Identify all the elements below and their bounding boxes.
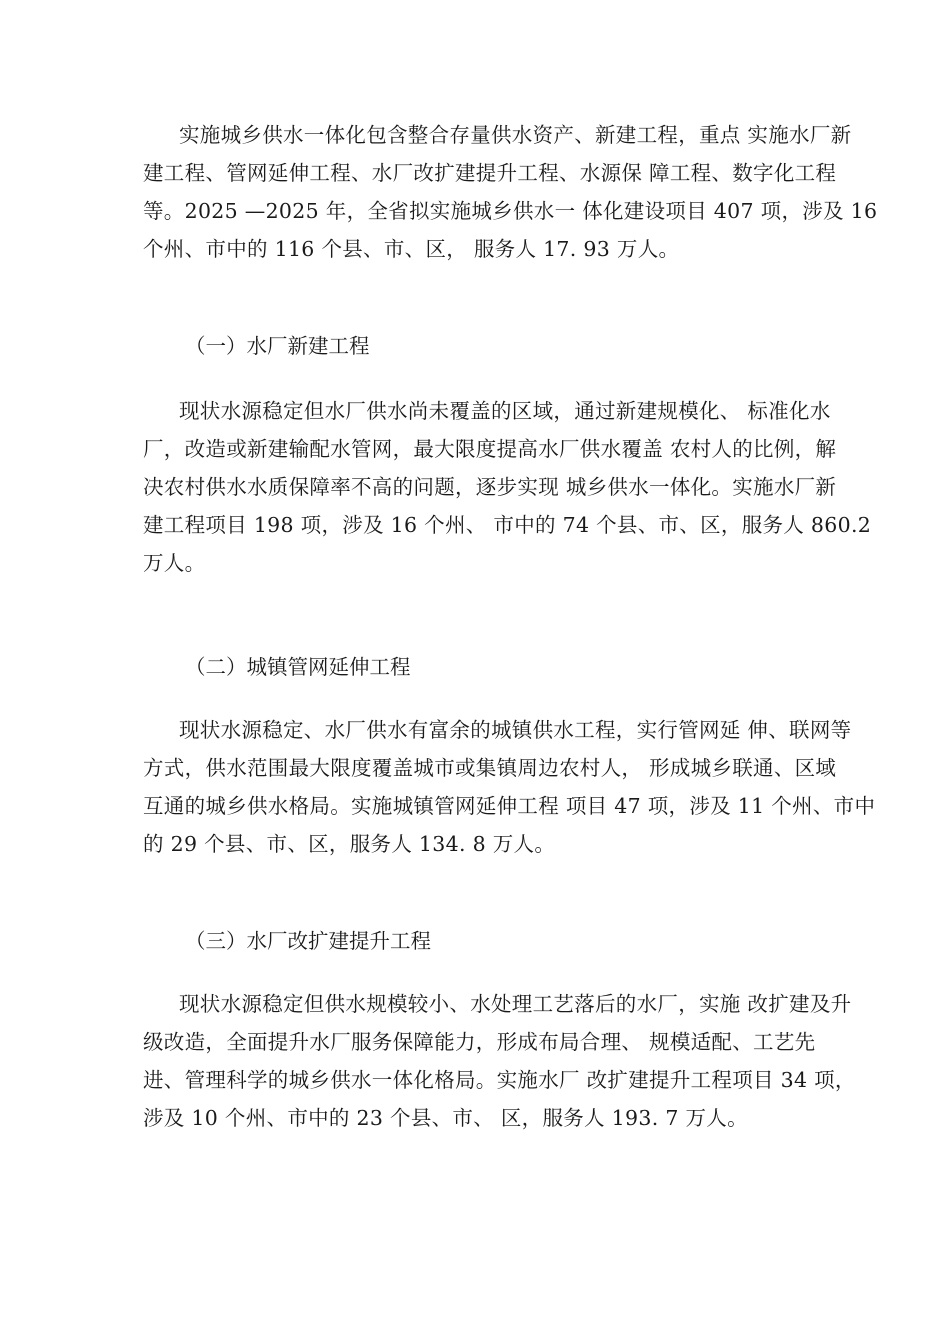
paragraph-line: 现状水源稳定、水厂供水有富余的城镇供水工程，实行管网延 伸、联网等 <box>179 718 852 742</box>
paragraph-line: 实施城乡供水一体化包含整合存量供水资产、新建工程，重点 实施水厂新 <box>179 123 852 147</box>
section-2-paragraph <box>143 711 883 863</box>
paragraph-line: 涉及 10 个州、市中的 23 个县、市、 区，服务人 193. 7 万人。 <box>143 1106 748 1130</box>
paragraph-line: 互通的城乡供水格局。实施城镇管网延伸工程 项目 47 项，涉及 11 个州、市中 <box>143 794 876 818</box>
paragraph-line: 建工程、管网延伸工程、水厂改扩建提升工程、水源保 障工程、数字化工程 <box>143 161 837 185</box>
section-heading-1: （一）水厂新建工程 <box>185 334 370 358</box>
paragraph-line: 方式，供水范围最大限度覆盖城市或集镇周边农村人， 形成城乡联通、区域 <box>143 756 837 780</box>
paragraph-line: 万人。 <box>143 551 206 575</box>
paragraph-line: 的 29 个县、市、区，服务人 134. 8 万人。 <box>143 832 556 856</box>
intro-paragraph <box>143 116 883 268</box>
paragraph-line: 等。2025 —2025 年，全省拟实施城乡供水一 体化建设项目 407 项，涉及 16 <box>143 199 878 223</box>
paragraph-line: 现状水源稳定但供水规模较小、水处理工艺落后的水厂，实施 改扩建及升 <box>179 992 852 1016</box>
paragraph-line: 现状水源稳定但水厂供水尚未覆盖的区域，通过新建规模化、 标准化水 <box>179 399 831 423</box>
section-heading-3: （三）水厂改扩建提升工程 <box>185 929 431 953</box>
paragraph-line: 建工程项目 198 项，涉及 16 个州、 市中的 74 个县、市、区，服务人 860.2 <box>143 513 872 537</box>
paragraph-line: 级改造，全面提升水厂服务保障能力，形成布局合理、 规模适配、工艺先 <box>143 1030 816 1054</box>
paragraph-line: 进、管理科学的城乡供水一体化格局。实施水厂 改扩建提升工程项目 34 项， <box>143 1068 856 1092</box>
section-1-paragraph <box>143 392 883 582</box>
paragraph-line: 厂，改造或新建输配水管网，最大限度提高水厂供水覆盖 农村人的比例，解 <box>143 437 837 461</box>
section-heading-2: （二）城镇管网延伸工程 <box>185 655 411 679</box>
paragraph-line: 个州、市中的 116 个县、市、区， 服务人 17. 93 万人。 <box>143 237 680 261</box>
section-3-paragraph <box>143 985 883 1137</box>
paragraph-line: 决农村供水水质保障率不高的问题，逐步实现 城乡供水一体化。实施水厂新 <box>143 475 837 499</box>
